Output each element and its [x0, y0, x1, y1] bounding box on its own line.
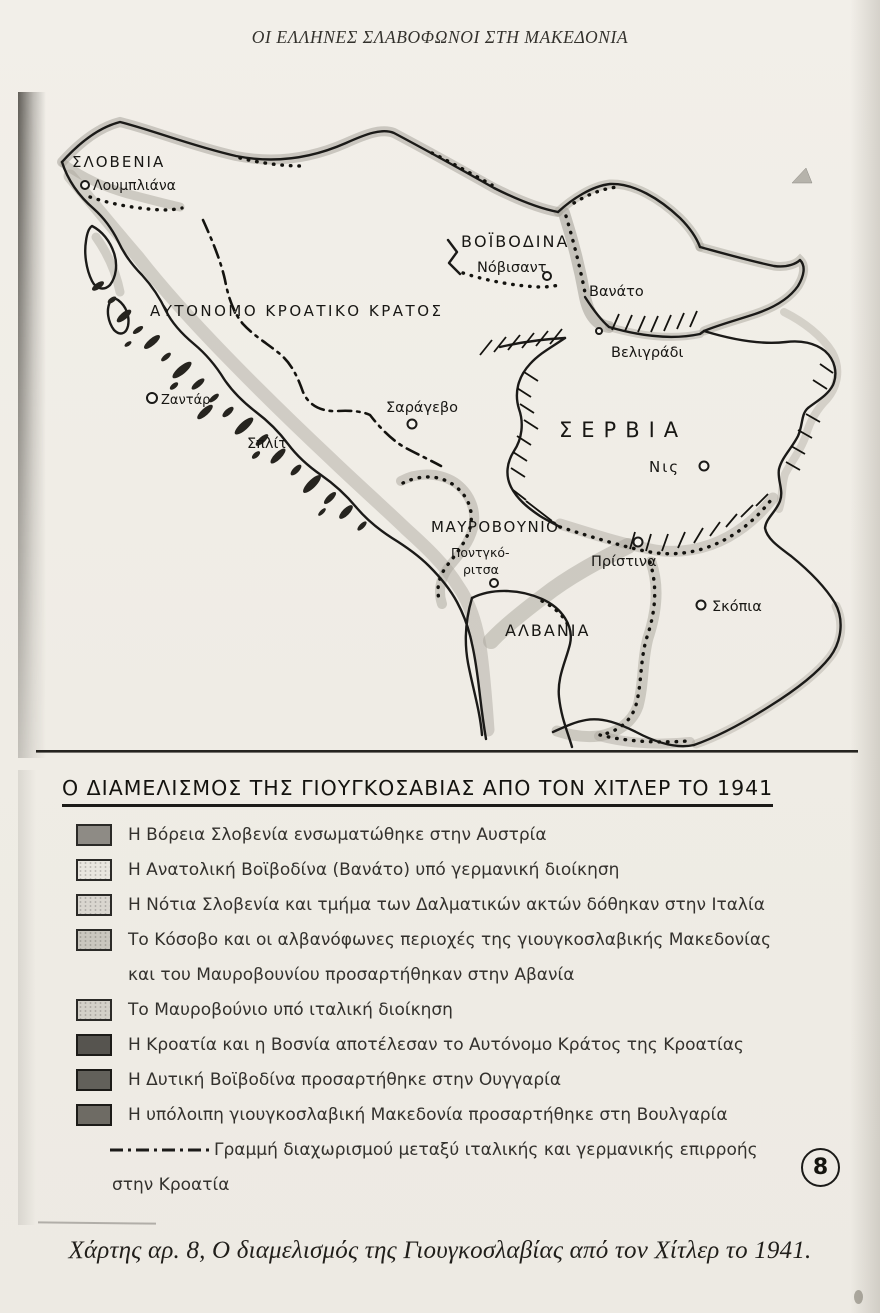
city-marker-sarajevo: [408, 420, 417, 429]
figure-number: 8: [812, 1155, 829, 1180]
dash-dot-line-icon: [110, 1146, 210, 1154]
label-montenegro: ΜΑΥΡΟΒΟΥΝΙΟ: [431, 518, 560, 536]
city-marker-skopje: [697, 601, 706, 610]
legend-swatch-bulgaria: [76, 1104, 112, 1126]
page-header: ΟΙ ΕΛΛΗΝΕΣ ΣΛΑΒΟΦΩΝΟΙ ΣΤΗ ΜΑΚΕΔΟΝΙΑ: [251, 27, 629, 47]
label-serbia: ΣΕΡΒΙΑ: [559, 418, 688, 442]
legend-item-label: Το Κόσοβο και οι αλβανόφωνες περιοχές της γιουγκοσλαβικής Μακεδονίας: [128, 930, 772, 950]
scan-speck: [854, 1290, 863, 1304]
city-marker-belgrade: [596, 328, 602, 334]
label-nis: Νις: [649, 458, 681, 476]
city-marker-nis: [700, 462, 709, 471]
legend-item-label: Το Μαυροβούνιο υπό ιταλική διοίκηση: [128, 1000, 453, 1020]
label-podgorica-line1: Ποντγκό-: [451, 545, 510, 560]
legend-item-kosovo-albania: [62, 927, 802, 953]
legend-item-croatian-state: [62, 1032, 802, 1058]
label-pristina: Πρίστινα: [591, 554, 657, 570]
scan-shadow-left-lower: [18, 770, 36, 1225]
stray-triangle-mark: [792, 168, 812, 183]
legend-item-hungary: [62, 1067, 802, 1093]
legend-swatch-italy: [76, 894, 112, 916]
scan-stray-line: [38, 1221, 156, 1224]
label-zadar: Ζαντάρ: [161, 393, 211, 408]
city-marker-podgorica: [490, 579, 498, 587]
pencil-shading: [62, 122, 841, 744]
legend-swatch-banat-german: [76, 859, 112, 881]
legend-item-label: Η Δυτική Βοϊβοδίνα προσαρτήθηκε στην Ουγγαρία: [128, 1070, 562, 1090]
legend-swatch-montenegro-italian: [76, 999, 112, 1021]
legend-swatch-austria: [76, 824, 112, 846]
label-slovenia: ΣΛΟΒΕΝΙΑ: [72, 153, 166, 171]
label-albania: ΑΛΒΑΝΙΑ: [505, 621, 591, 640]
legend-item-kosovo-albania-line2: και του Μαυροβουνίου προσαρτήθηκαν στην Αβανία: [128, 965, 575, 985]
legend-item-banat-german: [62, 857, 802, 883]
city-marker-pristina: [634, 538, 643, 547]
legend-item-label: Η Νότια Σλοβενία και τμήμα των Δαλματικών ακτών δόθηκαν στην Ιταλία: [128, 895, 765, 915]
legend-item-label: Η Κροατία και η Βοσνία αποτέλεσαν το Αυτόνομο Κράτος της Κροατίας: [128, 1035, 744, 1055]
legend-item-influence-line-line2: στην Κροατία: [112, 1175, 230, 1195]
legend-swatch-kosovo-albania: [76, 929, 112, 951]
label-sarajevo: Σαράγεβο: [386, 400, 459, 416]
figure-number-badge: [801, 1148, 840, 1187]
ink-borders: [62, 122, 841, 747]
legend-swatch-croatian-state: [76, 1034, 112, 1056]
label-vojvodina: ΒΟΪΒΟΔΙΝΑ: [461, 232, 570, 251]
map-labels: [72, 153, 762, 640]
legend-item-austria: [62, 822, 802, 848]
legend-item-bulgaria: [62, 1102, 802, 1128]
label-podgorica-line2: ριτσα: [463, 562, 499, 577]
legend-item-italy: [62, 892, 802, 918]
legend-item-label: Η Ανατολική Βοϊβοδίνα (Βανάτο) υπό γερμανική διοίκηση: [128, 860, 620, 880]
label-split: Σπλίτ: [247, 436, 288, 452]
dotted-borders: [90, 153, 771, 742]
label-novi-sad: Νόβισαντ: [477, 260, 547, 276]
city-marker-ljubljana: [81, 181, 89, 189]
separator-line: [36, 750, 858, 753]
vojvodina-west-zigzag: [448, 240, 460, 274]
legend-title: Ο ΔΙΑΜΕΛΙΣΜΟΣ ΤΗΣ ΓΙΟΥΓΚΟΣΑΒΙΑΣ ΑΠΟ ΤΟΝ ΧΙΤΛΕΡ ΤΟ 1941: [62, 776, 773, 807]
legend-item-label: Γραμμή διαχωρισμού μεταξύ ιταλικής και γερμανικής επιρροής: [214, 1140, 758, 1160]
label-banat: Βανάτο: [589, 284, 644, 300]
label-croatian-state: ΑΥΤΟΝΟΜΟ ΚΡΟΑΤΙΚΟ ΚΡΑΤΟΣ: [150, 302, 444, 320]
legend-items: [62, 822, 802, 1198]
serbia-west-border: [507, 338, 565, 527]
label-belgrade: Βελιγράδι: [611, 345, 684, 361]
legend-item-montenegro-italian: [62, 997, 802, 1023]
legend-item-influence-line: [62, 1137, 802, 1163]
figure-caption: Χάρτης αρ. 8, Ο διαμελισμός της Γιουγκοσλαβίας από τον Χίτλερ το 1941.: [68, 1237, 812, 1264]
map-legend: [62, 764, 802, 1207]
label-skopje: Σκόπια: [712, 599, 762, 615]
legend-swatch-hungary: [76, 1069, 112, 1091]
label-ljubljana: Λουμπλιάνα: [93, 178, 176, 194]
legend-item-label: Η υπόλοιπη γιουγκοσλαβική Μακεδονία προσαρτήθηκε στη Βουλγαρία: [128, 1105, 728, 1125]
city-marker-zadar: [147, 393, 157, 403]
legend-item-label: Η Βόρεια Σλοβενία ενσωματώθηκε στην Αυστρία: [128, 825, 547, 845]
